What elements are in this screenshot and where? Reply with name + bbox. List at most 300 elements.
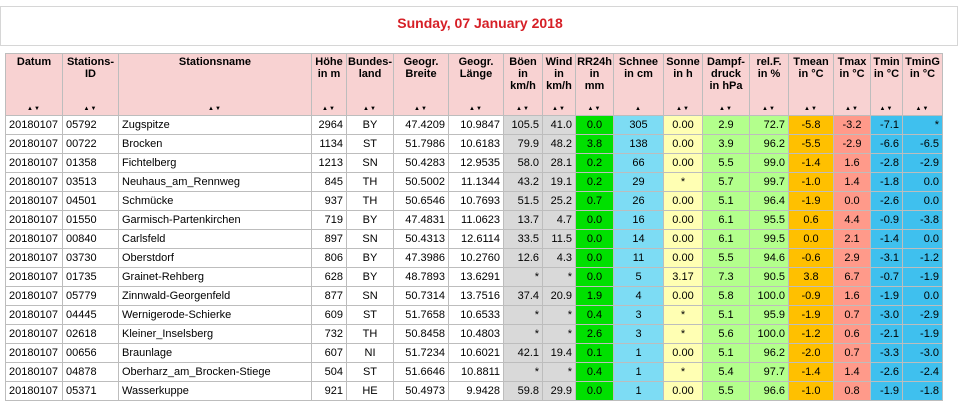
cell-rr24h: 0.0 (576, 268, 614, 287)
sort-toggle-icon[interactable]: ▲▼ (804, 106, 818, 112)
cell-station-name: Zinnwald-Georgenfeld (119, 287, 312, 306)
cell-gusts: * (504, 306, 543, 325)
cell-state: TH (347, 325, 394, 344)
cell-vapor-pressure: 5.4 (703, 363, 750, 382)
cell-date: 20180107 (6, 135, 63, 154)
cell-longitude: 12.6114 (449, 230, 504, 249)
cell-rel-humidity: 96.4 (750, 192, 789, 211)
column-header-label: Datum (16, 56, 52, 68)
column-header (834, 54, 871, 116)
cell-snow: 66 (614, 154, 664, 173)
cell-tmax: 2.9 (834, 249, 871, 268)
cell-tmax: 1.4 (834, 363, 871, 382)
cell-wind: 28.1 (543, 154, 576, 173)
cell-tmean: -1.4 (789, 154, 834, 173)
cell-tming: -2.9 (903, 154, 943, 173)
cell-tmin: -3.0 (871, 306, 903, 325)
cell-station-name: Schmücke (119, 192, 312, 211)
cell-rel-humidity: 96.6 (750, 382, 789, 401)
cell-elevation: 877 (312, 287, 347, 306)
cell-rr24h: 0.2 (576, 173, 614, 192)
cell-date: 20180107 (6, 230, 63, 249)
cell-wind: 19.1 (543, 173, 576, 192)
cell-rel-humidity: 99.0 (750, 154, 789, 173)
cell-rel-humidity: 94.6 (750, 249, 789, 268)
cell-station-id: 02618 (63, 325, 119, 344)
cell-longitude: 10.6021 (449, 344, 504, 363)
sort-toggle-icon[interactable]: ▲▼ (363, 106, 377, 112)
cell-tming: -1.8 (903, 382, 943, 401)
cell-tmax: 0.8 (834, 382, 871, 401)
column-header-label: Stations- (66, 56, 115, 68)
cell-date: 20180107 (6, 382, 63, 401)
cell-elevation: 897 (312, 230, 347, 249)
sort-toggle-icon[interactable]: ▲▼ (552, 106, 566, 112)
column-header-label: in °C (873, 68, 900, 80)
cell-station-name: Garmisch-Partenkirchen (119, 211, 312, 230)
cell-sunshine: 0.00 (664, 192, 703, 211)
cell-tming: -6.5 (903, 135, 943, 154)
cell-longitude: 10.2760 (449, 249, 504, 268)
cell-wind: 11.5 (543, 230, 576, 249)
cell-station-name: Zugspitze (119, 116, 312, 135)
cell-date: 20180107 (6, 154, 63, 173)
column-header-label: TminG (905, 56, 940, 68)
column-header (789, 54, 834, 116)
table-row (6, 382, 943, 401)
cell-rr24h: 3.8 (576, 135, 614, 154)
cell-station-id: 00656 (63, 344, 119, 363)
cell-tmin: -7.1 (871, 116, 903, 135)
table-row (6, 211, 943, 230)
cell-latitude: 51.7234 (394, 344, 449, 363)
cell-elevation: 609 (312, 306, 347, 325)
cell-gusts: 37.4 (504, 287, 543, 306)
cell-rel-humidity: 95.5 (750, 211, 789, 230)
cell-sunshine: 0.00 (664, 230, 703, 249)
cell-sunshine: * (664, 325, 703, 344)
cell-elevation: 806 (312, 249, 347, 268)
cell-longitude: 10.6183 (449, 135, 504, 154)
cell-tmean: -1.9 (789, 306, 834, 325)
sort-toggle-icon[interactable]: ▲▼ (719, 106, 733, 112)
column-header-label: land (358, 68, 382, 80)
cell-state: BY (347, 249, 394, 268)
cell-vapor-pressure: 3.9 (703, 135, 750, 154)
cell-gusts: 43.2 (504, 173, 543, 192)
cell-rr24h: 0.0 (576, 382, 614, 401)
sort-toggle-icon[interactable]: ▲▼ (879, 106, 894, 112)
cell-sunshine: 0.00 (664, 249, 703, 268)
cell-tmin: -3.3 (871, 344, 903, 363)
cell-date: 20180107 (6, 268, 63, 287)
column-header (347, 54, 394, 116)
cell-date: 20180107 (6, 363, 63, 382)
column-header-label: Wind (545, 56, 573, 68)
column-header-label: Tmean (793, 56, 829, 68)
cell-gusts: 42.1 (504, 344, 543, 363)
column-header (394, 54, 449, 116)
table-row (6, 116, 943, 135)
cell-longitude: 10.6533 (449, 306, 504, 325)
column-header (614, 54, 664, 116)
column-header (750, 54, 789, 116)
cell-gusts: 58.0 (504, 154, 543, 173)
cell-wind: 41.0 (543, 116, 576, 135)
column-header-label: Sonne (666, 56, 700, 68)
cell-snow: 4 (614, 287, 664, 306)
cell-gusts: 12.6 (504, 249, 543, 268)
cell-gusts: 33.5 (504, 230, 543, 249)
cell-sunshine: 0.00 (664, 211, 703, 230)
cell-station-name: Carlsfeld (119, 230, 312, 249)
sort-toggle-icon[interactable]: ▲▼ (469, 106, 483, 112)
cell-longitude: 13.7516 (449, 287, 504, 306)
cell-sunshine: * (664, 363, 703, 382)
cell-snow: 1 (614, 382, 664, 401)
cell-rel-humidity: 100.0 (750, 325, 789, 344)
column-header (664, 54, 703, 116)
cell-rr24h: 0.4 (576, 306, 614, 325)
cell-vapor-pressure: 5.5 (703, 249, 750, 268)
cell-tmin: -0.7 (871, 268, 903, 287)
cell-latitude: 50.7314 (394, 287, 449, 306)
cell-state: HE (347, 382, 394, 401)
cell-station-id: 04878 (63, 363, 119, 382)
cell-station-id: 04501 (63, 192, 119, 211)
cell-state: TH (347, 192, 394, 211)
cell-wind: * (543, 268, 576, 287)
cell-latitude: 50.8458 (394, 325, 449, 344)
cell-latitude: 50.4283 (394, 154, 449, 173)
cell-tmax: 1.4 (834, 173, 871, 192)
column-header-label: Stationsname (178, 56, 252, 68)
cell-date: 20180107 (6, 287, 63, 306)
cell-station-name: Wernigerode-Schierke (119, 306, 312, 325)
column-header-label: Böen (509, 56, 537, 68)
sort-toggle-icon[interactable]: ▲▼ (587, 106, 602, 112)
cell-gusts: * (504, 363, 543, 382)
table-row (6, 135, 943, 154)
sort-toggle-icon[interactable]: ▲▼ (27, 106, 41, 112)
cell-elevation: 504 (312, 363, 347, 382)
table-row (6, 306, 943, 325)
cell-tmean: -1.2 (789, 325, 834, 344)
column-header-label: km/h (510, 80, 536, 92)
cell-vapor-pressure: 5.7 (703, 173, 750, 192)
column-header-label: RR24h (577, 56, 612, 68)
cell-longitude: 11.0623 (449, 211, 504, 230)
column-header-label: in (554, 68, 564, 80)
cell-station-id: 00722 (63, 135, 119, 154)
cell-tming: -3.8 (903, 211, 943, 230)
cell-elevation: 607 (312, 344, 347, 363)
cell-tmean: -5.5 (789, 135, 834, 154)
column-header (871, 54, 903, 116)
cell-elevation: 1134 (312, 135, 347, 154)
cell-rel-humidity: 72.7 (750, 116, 789, 135)
column-header-label: Schnee (618, 56, 659, 68)
cell-snow: 16 (614, 211, 664, 230)
column-header (903, 54, 943, 116)
cell-tmin: -1.9 (871, 382, 903, 401)
cell-wind: 25.2 (543, 192, 576, 211)
cell-vapor-pressure: 5.5 (703, 154, 750, 173)
cell-elevation: 1213 (312, 154, 347, 173)
cell-latitude: 51.6646 (394, 363, 449, 382)
table-header-row (6, 54, 943, 116)
cell-snow: 305 (614, 116, 664, 135)
cell-tmin: -6.6 (871, 135, 903, 154)
cell-tmin: -2.6 (871, 363, 903, 382)
cell-rel-humidity: 96.2 (750, 344, 789, 363)
cell-rr24h: 0.0 (576, 249, 614, 268)
cell-gusts: 79.9 (504, 135, 543, 154)
cell-rr24h: 0.7 (576, 192, 614, 211)
cell-wind: * (543, 306, 576, 325)
cell-latitude: 50.4313 (394, 230, 449, 249)
cell-gusts: 13.7 (504, 211, 543, 230)
cell-rr24h: 2.6 (576, 325, 614, 344)
cell-wind: 29.9 (543, 382, 576, 401)
cell-station-name: Wasserkuppe (119, 382, 312, 401)
column-header (543, 54, 576, 116)
cell-date: 20180107 (6, 249, 63, 268)
cell-elevation: 719 (312, 211, 347, 230)
cell-snow: 3 (614, 306, 664, 325)
cell-tmin: -0.9 (871, 211, 903, 230)
cell-state: BY (347, 268, 394, 287)
column-header (703, 54, 750, 116)
cell-tmean: -1.4 (789, 363, 834, 382)
cell-latitude: 51.7658 (394, 306, 449, 325)
cell-snow: 138 (614, 135, 664, 154)
cell-wind: 20.9 (543, 287, 576, 306)
cell-tmean: -5.8 (789, 116, 834, 135)
cell-station-name: Fichtelberg (119, 154, 312, 173)
cell-longitude: 10.4803 (449, 325, 504, 344)
cell-state: ST (347, 135, 394, 154)
cell-sunshine: * (664, 173, 703, 192)
cell-state: BY (347, 116, 394, 135)
cell-tming: -1.2 (903, 249, 943, 268)
column-header-label: in (589, 68, 600, 80)
sort-toggle-icon[interactable]: ▲▼ (516, 106, 530, 112)
cell-station-name: Braunlage (119, 344, 312, 363)
table-row (6, 344, 943, 363)
column-header-label: km/h (546, 80, 572, 92)
cell-state: NI (347, 344, 394, 363)
cell-station-name: Brocken (119, 135, 312, 154)
cell-tmean: -0.9 (789, 287, 834, 306)
column-header-label: Bundes- (348, 56, 392, 68)
table-row (6, 249, 943, 268)
cell-tmax: -3.2 (834, 116, 871, 135)
cell-latitude: 50.5002 (394, 173, 449, 192)
cell-sunshine: 0.00 (664, 344, 703, 363)
cell-date: 20180107 (6, 325, 63, 344)
cell-rr24h: 0.0 (576, 230, 614, 249)
cell-tming: -1.9 (903, 325, 943, 344)
cell-longitude: 13.6291 (449, 268, 504, 287)
cell-vapor-pressure: 5.6 (703, 325, 750, 344)
column-header-label: in cm (624, 68, 653, 80)
cell-state: SN (347, 230, 394, 249)
column-header-label: Geogr. (458, 56, 494, 68)
table-row (6, 268, 943, 287)
column-header-label: Tmin (873, 56, 900, 68)
cell-state: SN (347, 287, 394, 306)
cell-vapor-pressure: 5.1 (703, 192, 750, 211)
cell-sunshine: 0.00 (664, 287, 703, 306)
cell-state: ST (347, 363, 394, 382)
cell-station-id: 03513 (63, 173, 119, 192)
cell-tmin: -2.8 (871, 154, 903, 173)
cell-elevation: 845 (312, 173, 347, 192)
cell-date: 20180107 (6, 192, 63, 211)
cell-tming: -2.4 (903, 363, 943, 382)
cell-tmean: 3.8 (789, 268, 834, 287)
cell-date: 20180107 (6, 116, 63, 135)
cell-gusts: 51.5 (504, 192, 543, 211)
cell-vapor-pressure: 5.1 (703, 344, 750, 363)
cell-snow: 14 (614, 230, 664, 249)
column-header (6, 54, 63, 116)
cell-wind: * (543, 363, 576, 382)
cell-state: SN (347, 154, 394, 173)
cell-station-id: 05371 (63, 382, 119, 401)
cell-sunshine: 0.00 (664, 154, 703, 173)
cell-sunshine: * (664, 306, 703, 325)
cell-rel-humidity: 90.5 (750, 268, 789, 287)
cell-longitude: 12.9535 (449, 154, 504, 173)
cell-vapor-pressure: 7.3 (703, 268, 750, 287)
cell-rr24h: 1.9 (576, 287, 614, 306)
cell-vapor-pressure: 5.5 (703, 382, 750, 401)
column-header-label: in °C (909, 68, 936, 80)
column-header-label: in h (673, 68, 693, 80)
cell-tming: -1.9 (903, 268, 943, 287)
cell-latitude: 50.6546 (394, 192, 449, 211)
column-header (449, 54, 504, 116)
cell-rr24h: 0.1 (576, 344, 614, 363)
weather-table (5, 53, 943, 401)
cell-elevation: 937 (312, 192, 347, 211)
cell-rel-humidity: 100.0 (750, 287, 789, 306)
cell-elevation: 732 (312, 325, 347, 344)
sort-toggle-icon[interactable]: ▲▼ (208, 106, 222, 112)
sort-toggle-icon[interactable]: ▲▼ (414, 106, 428, 112)
table-row (6, 230, 943, 249)
sort-asc-icon[interactable]: ▲ (635, 106, 642, 112)
column-header (63, 54, 119, 116)
cell-station-id: 05779 (63, 287, 119, 306)
cell-longitude: 9.9428 (449, 382, 504, 401)
cell-wind: 4.3 (543, 249, 576, 268)
cell-tmax: 0.7 (834, 306, 871, 325)
cell-snow: 1 (614, 344, 664, 363)
column-header-label: Dampf- (707, 56, 745, 68)
cell-elevation: 921 (312, 382, 347, 401)
cell-wind: 19.4 (543, 344, 576, 363)
sort-toggle-icon[interactable]: ▲▼ (762, 106, 776, 112)
sort-toggle-icon[interactable]: ▲▼ (915, 106, 930, 112)
cell-tmax: 0.6 (834, 325, 871, 344)
cell-rel-humidity: 99.7 (750, 173, 789, 192)
sort-toggle-icon[interactable]: ▲▼ (83, 106, 98, 112)
cell-sunshine: 0.00 (664, 382, 703, 401)
table-row (6, 325, 943, 344)
column-header-label: druck (711, 68, 741, 80)
cell-vapor-pressure: 6.1 (703, 230, 750, 249)
cell-station-id: 01358 (63, 154, 119, 173)
cell-date: 20180107 (6, 306, 63, 325)
cell-rel-humidity: 95.9 (750, 306, 789, 325)
cell-tmean: -2.0 (789, 344, 834, 363)
cell-station-name: Kleiner_Inselsberg (119, 325, 312, 344)
sort-toggle-icon[interactable]: ▲▼ (845, 106, 859, 112)
column-header-label: ID (85, 68, 96, 80)
cell-longitude: 10.8811 (449, 363, 504, 382)
cell-state: TH (347, 173, 394, 192)
cell-tmean: 0.0 (789, 230, 834, 249)
table-body (6, 116, 943, 401)
cell-snow: 11 (614, 249, 664, 268)
column-header-label: Höhe (315, 56, 343, 68)
sort-toggle-icon[interactable]: ▲▼ (676, 106, 690, 112)
cell-station-id: 04445 (63, 306, 119, 325)
cell-latitude: 48.7893 (394, 268, 449, 287)
column-header-label: rel.F. (756, 56, 782, 68)
cell-tmin: -1.4 (871, 230, 903, 249)
cell-tmean: 0.6 (789, 211, 834, 230)
cell-tming: -2.9 (903, 306, 943, 325)
cell-snow: 5 (614, 268, 664, 287)
column-header-label: Geogr. (403, 56, 439, 68)
sort-toggle-icon[interactable]: ▲▼ (322, 106, 336, 112)
cell-longitude: 10.9847 (449, 116, 504, 135)
table-row (6, 154, 943, 173)
column-header-label: in m (317, 68, 341, 80)
cell-wind: 4.7 (543, 211, 576, 230)
column-header (576, 54, 614, 116)
column-header-label: in °C (839, 68, 865, 80)
cell-gusts: * (504, 268, 543, 287)
column-header-label: in (518, 68, 528, 80)
cell-station-name: Grainet-Rehberg (119, 268, 312, 287)
column-header-label: in °C (798, 68, 824, 80)
cell-tmean: -1.0 (789, 173, 834, 192)
cell-station-id: 05792 (63, 116, 119, 135)
cell-wind: 48.2 (543, 135, 576, 154)
cell-state: BY (347, 211, 394, 230)
cell-vapor-pressure: 5.8 (703, 287, 750, 306)
cell-tmax: 0.7 (834, 344, 871, 363)
cell-rr24h: 0.0 (576, 116, 614, 135)
column-header-label: in % (757, 68, 781, 80)
cell-rr24h: 0.0 (576, 211, 614, 230)
cell-sunshine: 0.00 (664, 116, 703, 135)
cell-tming: 0.0 (903, 230, 943, 249)
cell-elevation: 2964 (312, 116, 347, 135)
cell-tmax: 4.4 (834, 211, 871, 230)
table-row (6, 287, 943, 306)
cell-tmean: -0.6 (789, 249, 834, 268)
cell-tming: * (903, 116, 943, 135)
cell-station-id: 01735 (63, 268, 119, 287)
table-row (6, 173, 943, 192)
cell-gusts: * (504, 325, 543, 344)
